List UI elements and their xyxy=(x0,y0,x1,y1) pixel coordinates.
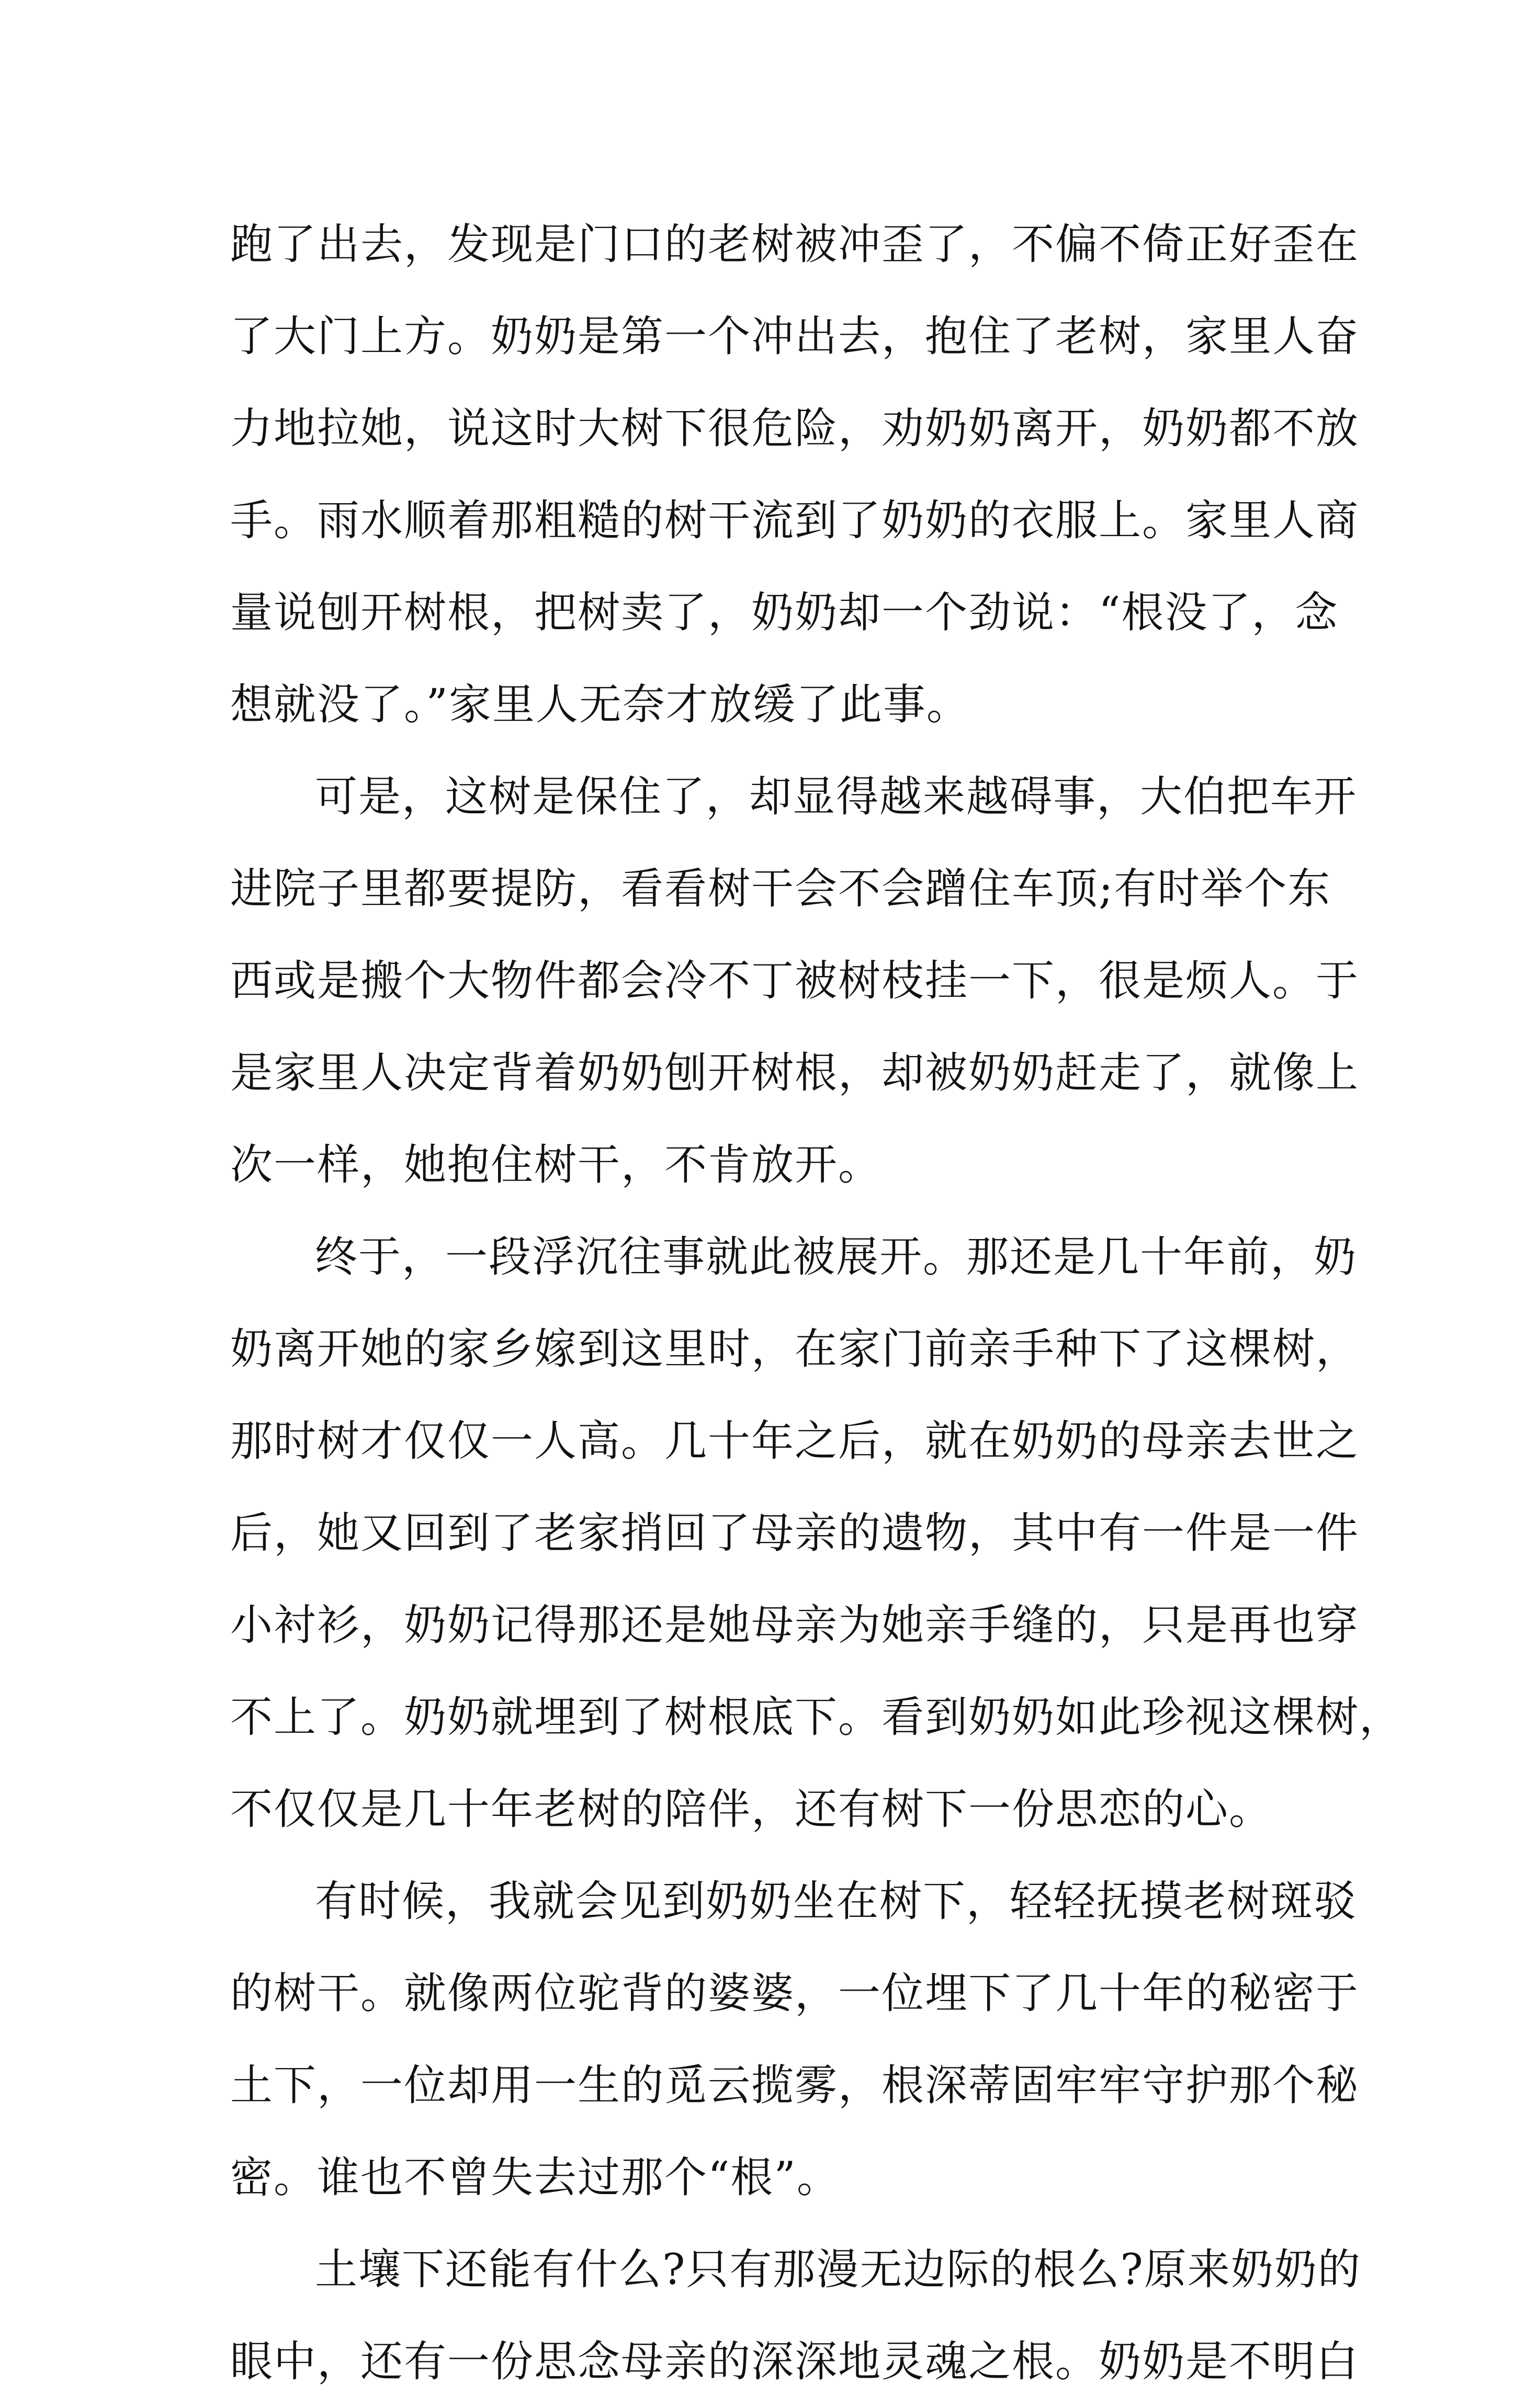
text-line: 量说刨开树根，把树卖了，奶奶却一个劲说：“根没了，念 xyxy=(230,588,1339,638)
text-line: 密。谁也不曾失去过那个“根”。 xyxy=(230,2153,840,2202)
text-line: 后，她又回到了老家捎回了母亲的遗物，其中有一件是一件 xyxy=(230,1509,1360,1558)
paragraph-4 xyxy=(230,1856,1360,2224)
text-line: 想就没了。”家里人无奈才放缓了此事。 xyxy=(230,680,970,730)
text-line: 土下，一位却用一生的觅云揽雾，根深蒂固牢牢守护那个秘 xyxy=(230,2061,1360,2110)
text-line: 是家里人决定背着奶奶刨开树根，却被奶奶赶走了，就像上 xyxy=(230,1049,1360,1098)
text-line: 有时候，我就会见到奶奶坐在树下，轻轻抚摸老树斑驳 xyxy=(315,1877,1358,1926)
text-line: 那时树才仅仅一人高。几十年之后，就在奶奶的母亲去世之 xyxy=(230,1417,1360,1466)
text-line: 终于，一段浮沉往事就此被展开。那还是几十年前，奶 xyxy=(315,1233,1358,1282)
text-line: 土壤下还能有什么?只有那漫无边际的根么?原来奶奶的 xyxy=(315,2245,1361,2295)
text-line: 奶离开她的家乡嫁到这里时，在家门前亲手种下了这棵树， xyxy=(230,1325,1360,1374)
text-line: 力地拉她，说这时大树下很危险，劝奶奶离开，奶奶都不放 xyxy=(230,404,1360,453)
text-line: 手。雨水顺着那粗糙的树干流到了奶奶的衣服上。家里人商 xyxy=(230,496,1360,546)
text-line: 不仅仅是几十年老树的陪伴，还有树下一份思恋的心。 xyxy=(230,1785,1273,1834)
paragraph-3 xyxy=(230,1211,1403,1856)
text-line: 可是，这树是保住了，却显得越来越碍事，大伯把车开 xyxy=(315,773,1358,822)
text-line: 跑了出去，发现是门口的老树被冲歪了，不偏不倚正好歪在 xyxy=(230,220,1360,269)
text-line: 的树干。就像两位驼背的婆婆，一位埋下了几十年的秘密于 xyxy=(230,1969,1360,2018)
text-line: 眼中，还有一份思念母亲的深深地灵魂之根。奶奶是不明白 xyxy=(230,2337,1360,2387)
text-line: 进院子里都要提防，看看树干会不会蹭住车顶;有时举个东 xyxy=(230,865,1331,914)
text-line: 了大门上方。奶奶是第一个冲出去，抱住了老树，家里人奋 xyxy=(230,312,1360,361)
text-line: 西或是搬个大物件都会冷不丁被树枝挂一下，很是烦人。于 xyxy=(230,957,1360,1006)
paragraph-1 xyxy=(230,199,1360,751)
body-text xyxy=(230,199,1403,2408)
paragraph-2 xyxy=(230,751,1360,1211)
text-line: 不上了。奶奶就埋到了树根底下。看到奶奶如此珍视这棵树， xyxy=(230,1693,1403,1742)
paragraph-5 xyxy=(230,2224,1361,2408)
text-line: 小衬衫，奶奶记得那还是她母亲为她亲手缝的，只是再也穿 xyxy=(230,1601,1360,1650)
text-line: 次一样，她抱住树干，不肯放开。 xyxy=(230,1141,882,1190)
